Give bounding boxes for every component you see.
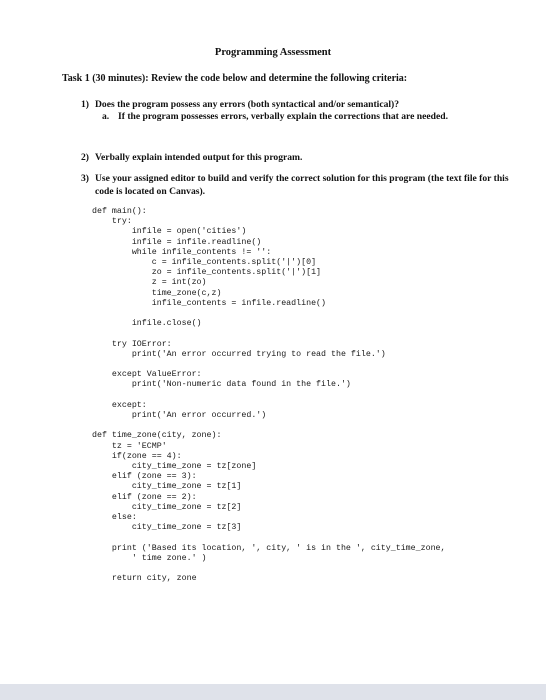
code-line: print('Non-numeric data found in the file.')	[92, 380, 351, 390]
code-line: def time_zone(city, zone):	[92, 431, 222, 441]
question-number: 3)	[81, 173, 89, 184]
code-line: city_time_zone = tz[1]	[92, 482, 242, 492]
bottom-bar	[0, 684, 546, 700]
code-listing	[92, 207, 446, 585]
task-heading: Task 1 (30 minutes): Review the code below and determine the following criteria:	[62, 73, 408, 84]
code-line: try:	[92, 217, 132, 227]
code-line: while infile_contents != '':	[92, 247, 272, 257]
code-line: tz = 'ECMP'	[92, 441, 167, 451]
subquestion-number: a.	[102, 111, 110, 122]
code-line: elif (zone == 2):	[92, 492, 197, 502]
code-line: infile_contents = infile.readline()	[92, 298, 327, 308]
code-line: print ('Based its location, ', city, ' is in the ', city_time_zone,	[92, 543, 446, 553]
code-line: infile = infile.readline()	[92, 237, 262, 247]
code-line: z = int(zo)	[92, 278, 207, 288]
question-text: Use your assigned editor to build and verify the correct solution for this program (the text file for this code is located on Canvas).	[95, 173, 509, 197]
question-number: 2)	[81, 152, 89, 163]
code-line: def main():	[92, 207, 147, 216]
code-line: c = infile_contents.split('|')[0]	[92, 258, 317, 268]
code-line: try IOError:	[92, 339, 172, 349]
code-line: except ValueError:	[92, 370, 202, 380]
code-line: else:	[92, 513, 137, 523]
code-line: print('An error occurred trying to read the file.')	[92, 349, 386, 359]
code-line: zo = infile_contents.split('|')[1]	[92, 268, 322, 278]
code-line: city_time_zone = tz[zone]	[92, 462, 257, 472]
code-line: elif (zone == 3):	[92, 472, 197, 482]
subquestion-text: If the program possesses errors, verbally explain the corrections that are needed.	[118, 111, 448, 122]
page-title: Programming Assessment	[214, 47, 332, 58]
question-text: Does the program possess any errors (both syntactical and/or semantical)?	[95, 99, 400, 110]
code-line: except:	[92, 400, 147, 410]
code-line: city_time_zone = tz[2]	[92, 502, 242, 512]
code-line: city_time_zone = tz[3]	[92, 523, 242, 533]
code-line: infile.close()	[92, 319, 202, 329]
code-line: return city, zone	[92, 574, 197, 584]
code-line: time_zone(c,z)	[92, 288, 222, 298]
code-line: ' time zone.' )	[92, 553, 207, 563]
question-number: 1)	[81, 99, 89, 110]
code-line: infile = open('cities')	[92, 227, 247, 237]
code-line: if(zone == 4):	[92, 451, 182, 461]
question-text: Verbally explain intended output for this program.	[95, 152, 303, 163]
code-line: print('An error occurred.')	[92, 411, 267, 421]
